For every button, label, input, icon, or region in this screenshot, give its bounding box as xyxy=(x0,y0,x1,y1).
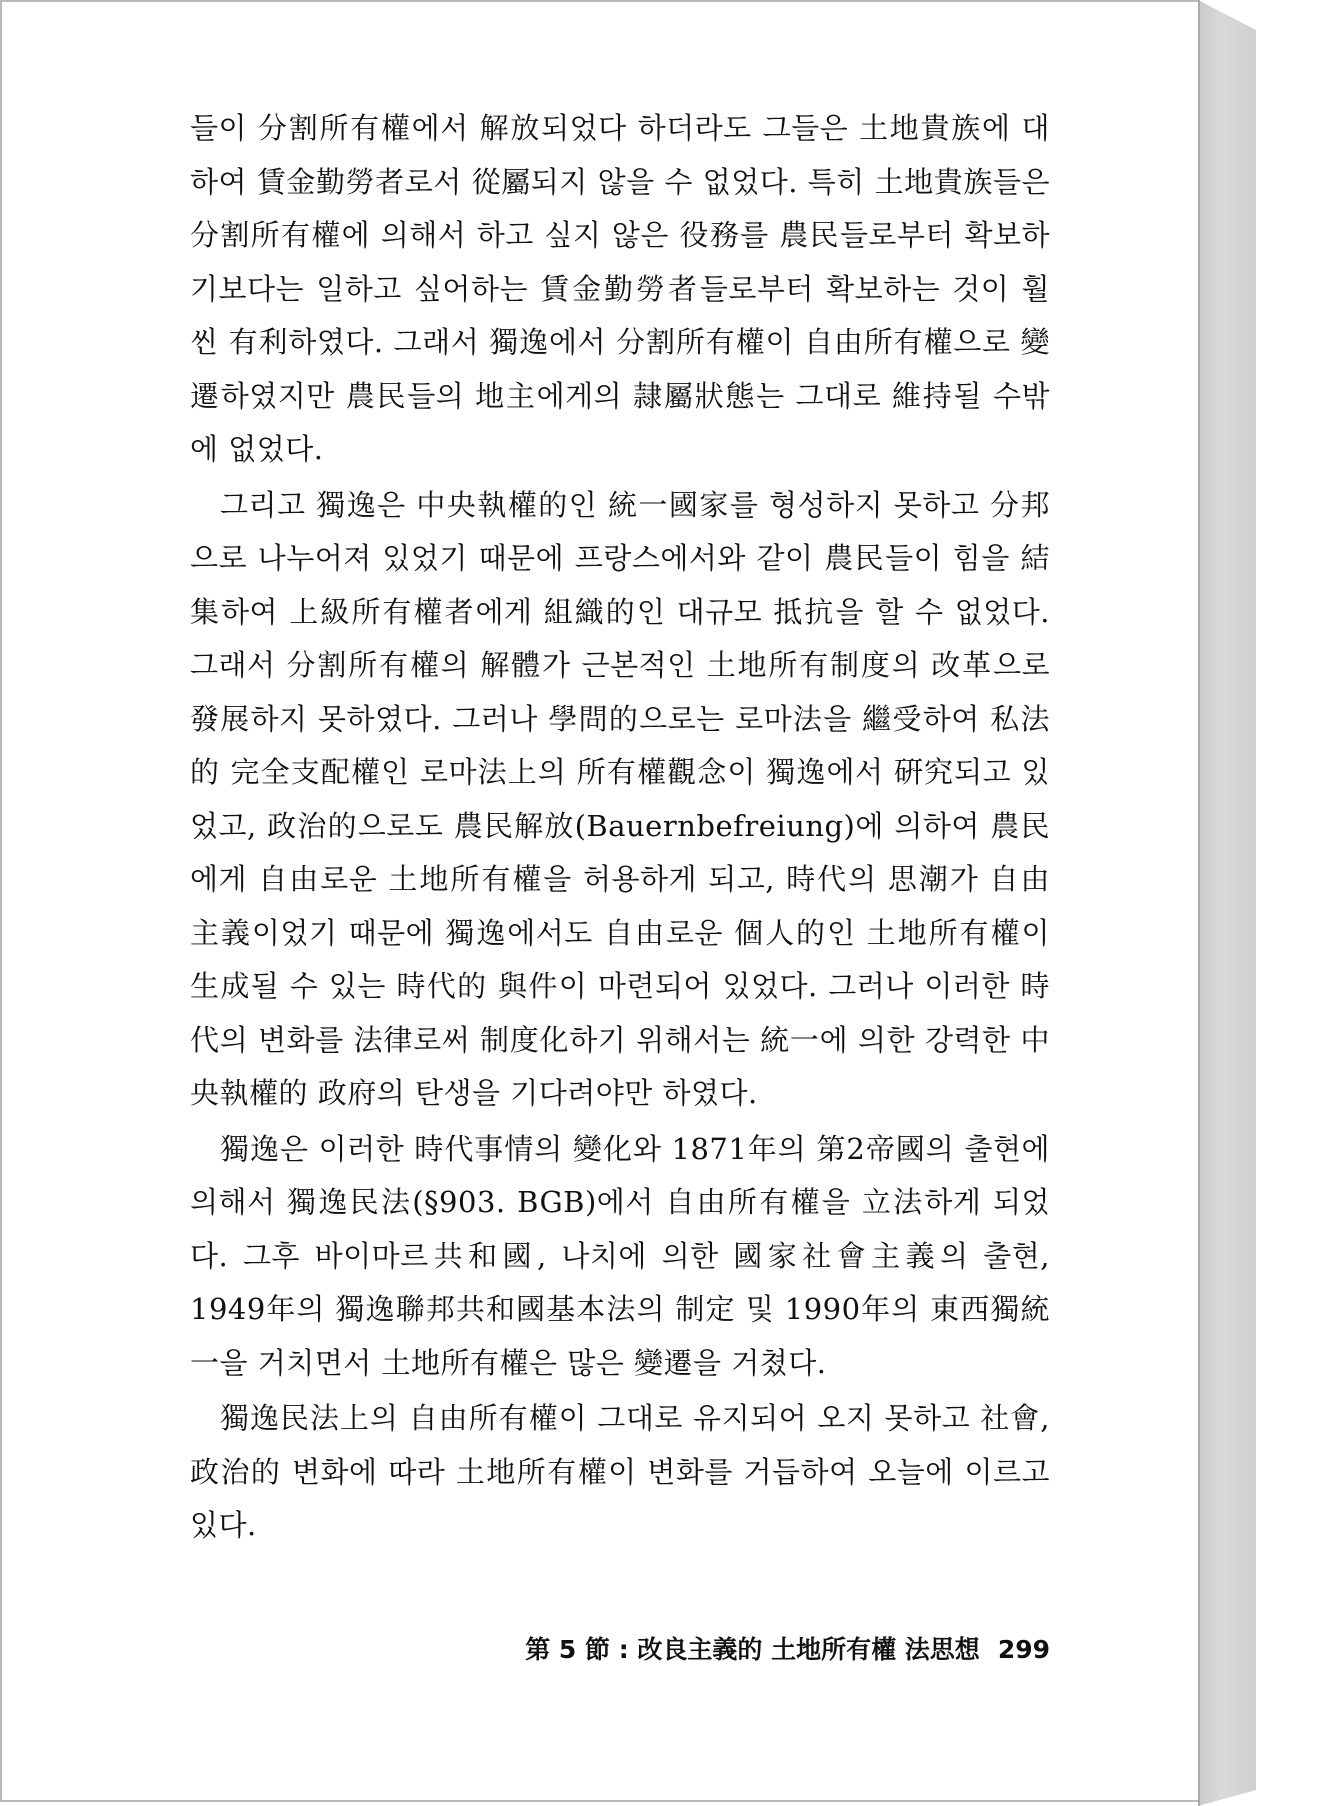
paragraph-3: 獨逸은 이러한 時代事情의 變化와 1871年의 第2帝國의 출현에 의해서 獨逸民法(§903. BGB)에서 自由所有權을 立法하게 되었다. 그후 바이마르共和國, 나치에 의한 國家社會主義의 출현, 1949年의 獨逸聯邦共和國基本法의 制定 및 1990年의 東西獨統一을 거치면서 土地所有權은 많은 變遷을 거쳤다. xyxy=(190,1131,1050,1380)
page-stack-edge xyxy=(1198,0,1256,1806)
body-text xyxy=(190,102,1050,1555)
running-head: 第 5 節 : 改良主義的 土地所有權 法思想 xyxy=(525,1635,980,1664)
paragraph-1: 들이 分割所有權에서 解放되었다 하더라도 그들은 土地貴族에 대하여 賃金勤勞者로서 從屬되지 않을 수 없었다. 특히 土地貴族들은 分割所有權에 의해서 하고 싶지 않은 役務를 農民들로부터 확보하기보다는 일하고 싶어하는 賃金勤勞者들로부터 확보하는 것이 훨씬 有利하였다. 그래서 獨逸에서 分割所有權이 自由所有權으로 變遷하였지만 農民들의 地主에게의 隷屬狀態는 그대로 維持될 수밖에 없었다. xyxy=(190,111,1050,466)
paragraph-4: 獨逸民法上의 自由所有權이 그대로 유지되어 오지 못하고 社會, 政治的 변화에 따라 土地所有權이 변화를 거듭하여 오늘에 이르고 있다. xyxy=(190,1401,1050,1542)
page-divider xyxy=(1198,0,1200,1806)
paragraph-2: 그리고 獨逸은 中央執權的인 統一國家를 형성하지 못하고 分邦으로 나누어져 있었기 때문에 프랑스에서와 같이 農民들이 힘을 結集하여 上級所有權者에게 組織的인 대규모 抵抗을 할 수 없었다. 그래서 分割所有權의 解體가 근본적인 土地所有制度의 改革으로 發展하지 못하였다. 그러나 學問的으로는 로마法을 繼受하여 私法的 完全支配權인 로마法上의 所有權觀念이 獨逸에서 硏究되고 있었고, 政治的으로도 農民解放(Bauernbefreiung)에 의하여 農民에게 自由로운 土地所有權을 허용하게 되고, 時代의 思潮가 自由主義이었기 때문에 獨逸에서도 自由로운 個人的인 土地所有權이 生成될 수 있는 時代的 與件이 마련되어 있었다. 그러나 이러한 時代의 변화를 法律로써 制度化하기 위해서는 統一에 의한 강력한 中央執權的 政府의 탄생을 기다려야만 하였다. xyxy=(190,487,1050,1110)
page-footer xyxy=(2,1630,1050,1666)
page-number: 299 xyxy=(997,1635,1050,1664)
